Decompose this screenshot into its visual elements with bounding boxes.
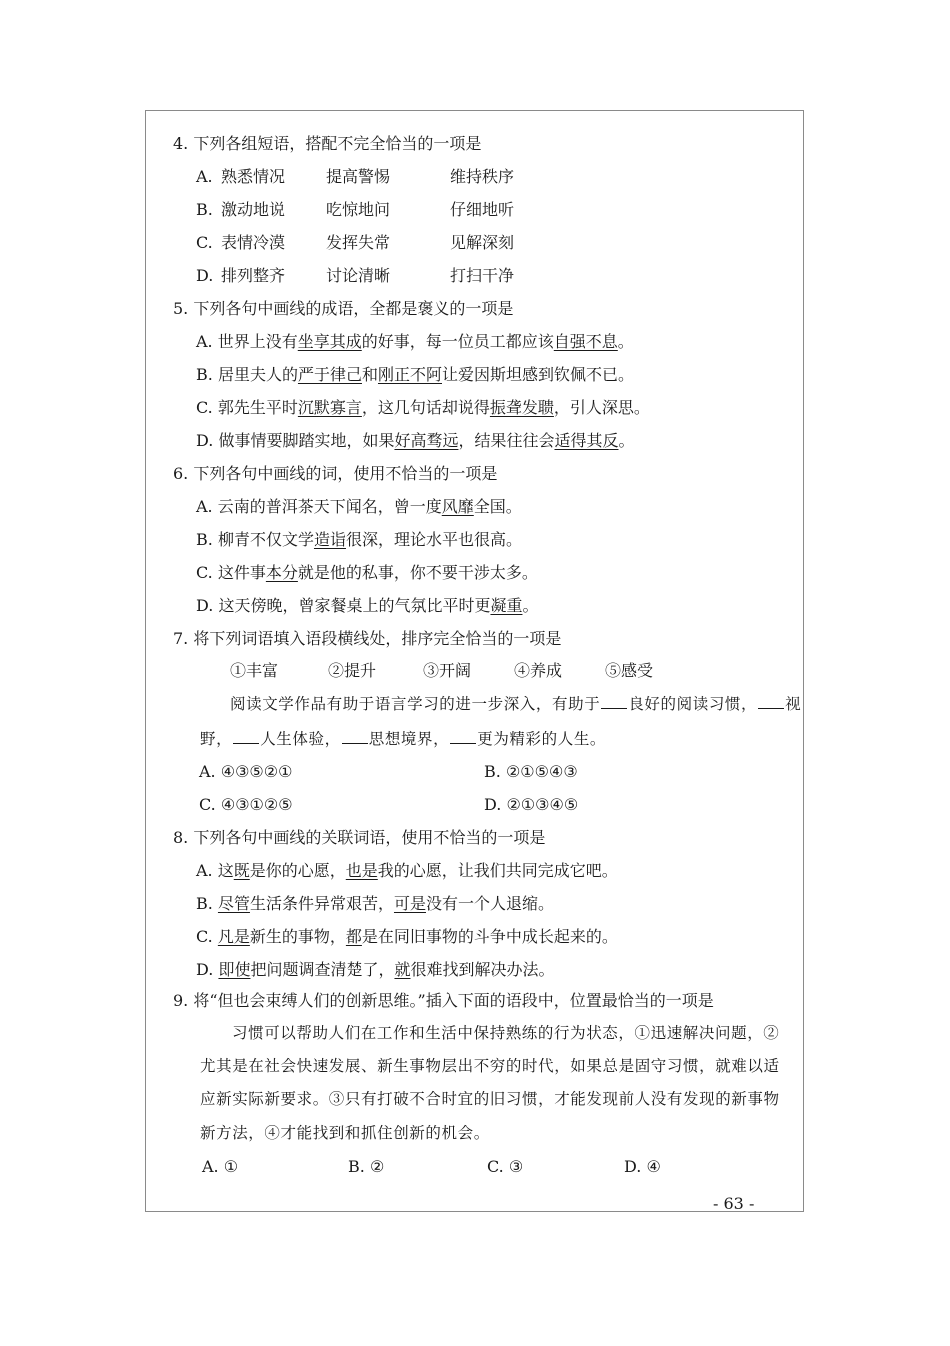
text: 把问题调查清楚了， — [250, 960, 395, 979]
word-choice: ③开阔 — [423, 661, 472, 680]
option-label: A. — [196, 167, 213, 186]
q9-passage-line-3: 应新实际新要求。③只有打破不合时宜的旧习惯，才能发现前人没有发现的新事物 — [200, 1090, 780, 1108]
q8-option-d — [196, 959, 555, 981]
option-label: B. — [196, 530, 213, 549]
text: 郭先生平时 — [217, 398, 298, 417]
text: 居里夫人的 — [217, 365, 298, 384]
option-label: C. — [199, 795, 216, 814]
q6-option-a — [196, 496, 522, 518]
underlined-idiom: 自强不息 — [553, 332, 618, 351]
option-label: C. — [196, 233, 213, 252]
text: 云南的普洱茶天下闻名，曾一度 — [217, 497, 442, 516]
underlined-conjunction: 凡是 — [217, 927, 250, 946]
option-label: A. — [196, 497, 213, 516]
underlined-conjunction: 尽管 — [217, 894, 250, 913]
text: 思想境界， — [368, 730, 450, 748]
option-text: ③ — [508, 1157, 524, 1176]
q5-option-c — [196, 397, 650, 419]
underlined-idiom: 坐享其成 — [297, 332, 362, 351]
q4-option-b — [196, 199, 616, 221]
word-choice: ④养成 — [514, 661, 563, 680]
fill-blank — [758, 693, 784, 709]
text: 的好事，每一位员工都应该 — [361, 332, 554, 351]
text: 和 — [361, 365, 378, 384]
phrase: 激动地说 — [221, 200, 286, 219]
option-label: D. — [484, 795, 502, 814]
q6-option-c — [196, 562, 538, 584]
q9-stem: 9. 将“但也会束缚人们的创新思维。”插入下面的语段中，位置最恰当的一项是 — [173, 991, 714, 1010]
text: 柳青不仅文学 — [217, 530, 314, 549]
text: 这件事 — [217, 563, 266, 582]
underlined-idiom: 沉默寡言 — [297, 398, 362, 417]
q9-passage-line-1: 习惯可以帮助人们在工作和生活中保持熟练的行为状态，①迅速解决问题，② — [232, 1024, 780, 1042]
option-text: ④③①②⑤ — [220, 795, 293, 814]
option-label: B. — [196, 200, 213, 219]
option-label: B. — [196, 894, 213, 913]
q7-option-b — [484, 761, 578, 783]
option-text: ②①③④⑤ — [506, 795, 579, 814]
phrase: 提高警惕 — [326, 167, 391, 186]
phrase: 讨论清晰 — [326, 266, 391, 285]
option-text: ②①⑤④③ — [505, 762, 578, 781]
underlined-idiom: 振聋发聩 — [489, 398, 554, 417]
text: 是在同旧事物的斗争中成长起来的。 — [361, 927, 618, 946]
option-label: B. — [196, 365, 213, 384]
text: 阅读文学作品有助于语言学习的进一步深入，有助于 — [230, 695, 601, 713]
fill-blank — [450, 728, 476, 744]
q5-option-a — [196, 331, 634, 353]
q9-option-b — [348, 1156, 384, 1178]
phrase: 打扫干净 — [450, 266, 515, 285]
underlined-word: 造诣 — [313, 530, 346, 549]
text: 我的心愿，让我们共同完成它吧。 — [377, 861, 618, 880]
fill-blank — [342, 728, 368, 744]
text: 很深，理论水平也很高。 — [345, 530, 522, 549]
phrase: 见解深刻 — [450, 233, 515, 252]
option-label: C. — [196, 563, 213, 582]
q9-option-d — [624, 1156, 661, 1178]
option-text: ② — [369, 1157, 385, 1176]
option-text: ④③⑤②① — [220, 762, 293, 781]
q7-stem: 7. 将下列词语填入语段横线处，排序完全恰当的一项是 — [173, 629, 562, 648]
q5-stem: 5. 下列各句中画线的成语，全都是褒义的一项是 — [173, 299, 514, 318]
q6-stem: 6. 下列各句中画线的词，使用不恰当的一项是 — [173, 464, 498, 483]
text: 。 — [617, 332, 634, 351]
text: 就是他的私事，你不要干涉太多。 — [297, 563, 538, 582]
underlined-conjunction: 都 — [345, 927, 362, 946]
text: 是你的心愿， — [249, 861, 346, 880]
phrase: 表情冷漠 — [221, 233, 286, 252]
text: 。 — [522, 596, 539, 615]
q7-passage-line-2 — [200, 728, 606, 750]
underlined-conjunction: 就 — [394, 960, 411, 979]
option-label: C. — [196, 927, 213, 946]
text: 全国。 — [473, 497, 522, 516]
underlined-conjunction: 即使 — [218, 960, 251, 979]
text: 让爱因斯坦感到钦佩不已。 — [442, 365, 635, 384]
text: 这天傍晚，曾家餐桌上的气氛比平时更 — [218, 596, 491, 615]
text: 良好的阅读习惯， — [628, 695, 758, 713]
text: 更为精彩的人生。 — [477, 730, 607, 748]
q9-option-a — [202, 1156, 238, 1178]
underlined-idiom: 严于律己 — [297, 365, 362, 384]
phrase: 排列整齐 — [221, 266, 286, 285]
q8-option-c — [196, 926, 618, 948]
underlined-word: 凝重 — [490, 596, 523, 615]
word-choice: ①丰富 — [230, 661, 279, 680]
underlined-word: 风靡 — [441, 497, 474, 516]
text: 世界上没有 — [217, 332, 298, 351]
q5-option-d — [196, 430, 635, 452]
text: 人生体验， — [260, 730, 341, 748]
option-label: D. — [196, 960, 214, 979]
option-label: A. — [202, 1157, 219, 1176]
fill-blank — [233, 728, 259, 744]
q7-option-a — [199, 761, 292, 783]
text: ，这几句话却说得 — [361, 398, 490, 417]
q4-option-d — [196, 265, 616, 287]
phrase: 发挥失常 — [326, 233, 391, 252]
underlined-conjunction: 既 — [233, 861, 250, 880]
option-label: A. — [199, 762, 216, 781]
option-label: B. — [484, 762, 501, 781]
q8-option-a — [196, 860, 618, 882]
page-number: - 63 - — [713, 1194, 755, 1213]
underlined-idiom: 好高骛远 — [394, 431, 459, 450]
text: 做事情要脚踏实地，如果 — [218, 431, 395, 450]
text: 视 — [785, 695, 802, 713]
option-label: C. — [487, 1157, 504, 1176]
underlined-word: 本分 — [265, 563, 298, 582]
q5-option-b — [196, 364, 634, 386]
option-label: C. — [196, 398, 213, 417]
q6-option-b — [196, 529, 522, 551]
q4-option-a — [196, 166, 616, 188]
text: 野， — [200, 730, 233, 748]
underlined-idiom: 刚正不阿 — [377, 365, 442, 384]
option-label: D. — [624, 1157, 642, 1176]
text: ，结果往往会 — [458, 431, 555, 450]
q9-passage-line-4: 新方法，④才能找到和抓住创新的机会。 — [200, 1124, 490, 1142]
underlined-conjunction: 也是 — [345, 861, 378, 880]
word-choice: ⑤感受 — [605, 661, 654, 680]
phrase: 维持秩序 — [450, 167, 515, 186]
q8-option-b — [196, 893, 554, 915]
q9-option-c — [487, 1156, 523, 1178]
option-label: D. — [196, 596, 214, 615]
option-label: B. — [348, 1157, 365, 1176]
phrase: 吃惊地问 — [326, 200, 391, 219]
text: 这 — [217, 861, 234, 880]
option-label: A. — [196, 332, 213, 351]
q4-option-c — [196, 232, 616, 254]
phrase: 仔细地听 — [450, 200, 515, 219]
q9-passage-line-2: 尤其是在社会快速发展、新生事物层出不穷的时代，如果总是固守习惯，就难以适 — [200, 1057, 780, 1075]
option-label: D. — [196, 431, 214, 450]
text: 。 — [618, 431, 635, 450]
q7-option-d — [484, 794, 578, 816]
text: ，引人深思。 — [553, 398, 650, 417]
fill-blank — [601, 693, 627, 709]
q7-option-c — [199, 794, 293, 816]
phrase: 熟悉情况 — [221, 167, 286, 186]
option-label: A. — [196, 861, 213, 880]
text: 生活条件异常艰苦， — [249, 894, 394, 913]
option-text: ① — [223, 1157, 239, 1176]
underlined-conjunction: 可是 — [393, 894, 426, 913]
text: 新生的事物， — [249, 927, 346, 946]
word-choice: ②提升 — [328, 661, 377, 680]
q6-option-d — [196, 595, 538, 617]
option-text: ④ — [646, 1157, 661, 1176]
text: 没有一个人退缩。 — [425, 894, 554, 913]
q8-stem: 8. 下列各句中画线的关联词语，使用不恰当的一项是 — [173, 828, 546, 847]
option-label: D. — [196, 266, 214, 285]
underlined-idiom: 适得其反 — [554, 431, 619, 450]
q7-passage-line-1 — [230, 693, 801, 715]
q4-stem: 4. 下列各组短语，搭配不完全恰当的一项是 — [173, 134, 482, 153]
text: 很难找到解决办法。 — [410, 960, 555, 979]
